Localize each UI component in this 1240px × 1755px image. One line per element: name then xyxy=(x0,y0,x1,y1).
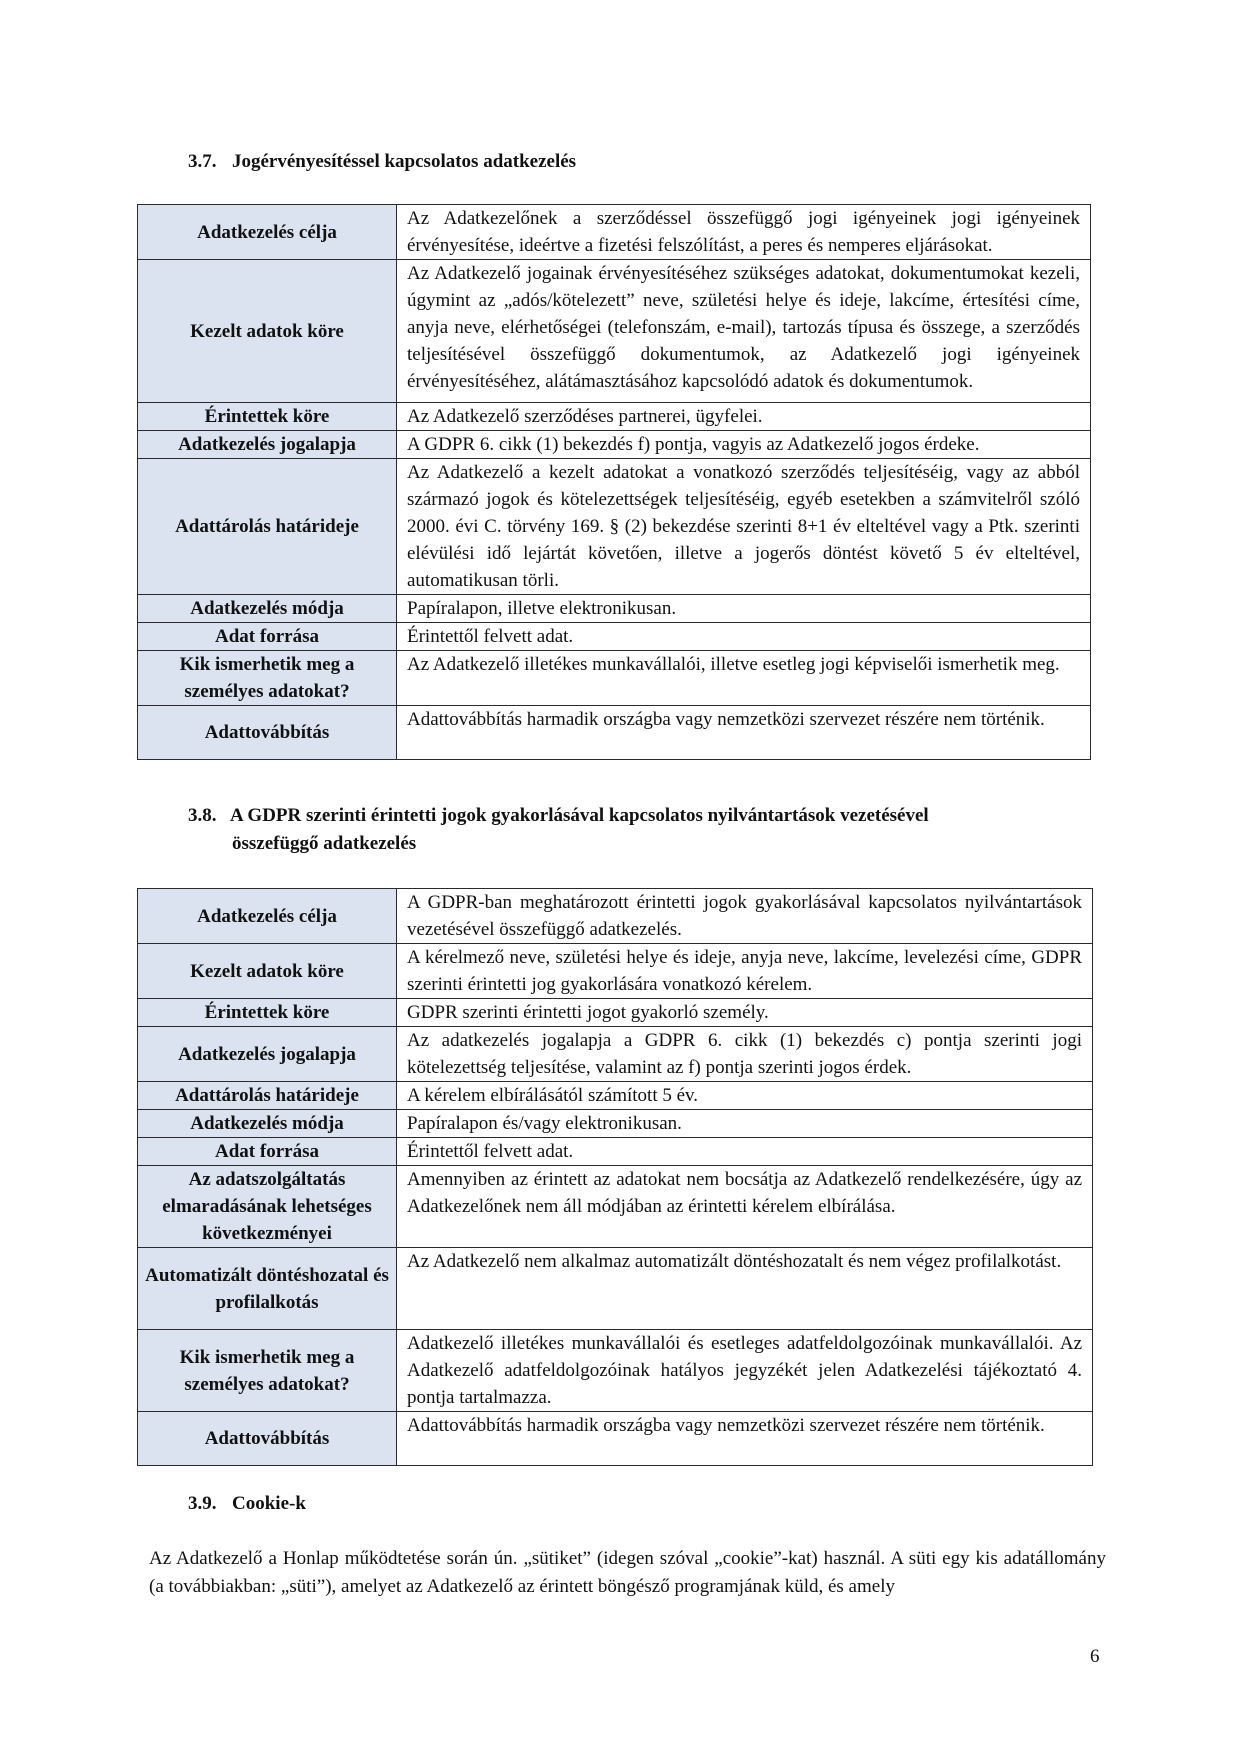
row-label: Adatkezelés célja xyxy=(138,205,397,260)
row-value: A kérelmező neve, születési helye és ideje, anyja neve, lakcíme, levelezési címe, GDPR szerinti érintetti jog gyakorlására vonatkozó kérelem. xyxy=(397,944,1093,999)
table-row xyxy=(138,1248,1093,1330)
row-label: Adattárolás határideje xyxy=(138,1082,397,1110)
section-title: Jogérvényesítéssel kapcsolatos adatkezelés xyxy=(232,151,577,172)
row-value: Az adatkezelés jogalapja a GDPR 6. cikk (1) bekezdés c) pontja szerinti jogi kötelezettség teljesítése, valamint az f) pontja szerinti jogos érdek. xyxy=(397,1027,1093,1082)
section-title: Cookie-k xyxy=(232,1493,306,1514)
row-label: Adatkezelés célja xyxy=(138,889,397,944)
table-row xyxy=(138,651,1091,706)
row-value: Érintettől felvett adat. xyxy=(397,623,1091,651)
row-value: Az Adatkezelő szerződéses partnerei, ügyfelei. xyxy=(397,403,1091,431)
row-label: Adattovábbítás xyxy=(138,706,397,760)
cookie-paragraph: Az Adatkezelő a Honlap működtetése során ún. „sütiket” (idegen szóval „cookie”-kat) használ. A süti egy kis adatállomány (a továbbiakban: „süti”), amelyet az Adatkezelő az érintett böngésző programjának küld, és amely xyxy=(149,1548,1106,1597)
row-label: Adatkezelés jogalapja xyxy=(138,1027,397,1082)
row-value: Papíralapon és/vagy elektronikusan. xyxy=(397,1110,1093,1138)
table-row xyxy=(138,1330,1093,1412)
row-label: Adattovábbítás xyxy=(138,1412,397,1466)
row-value: Adatkezelő illetékes munkavállalói és esetleges adatfeldolgozóinak munkavállalói. Az Adatkezelő adatfeldolgozóinak hatályos jegyzékét jelen Adatkezelési tájékoztató 4. pontja tartalmazza. xyxy=(397,1330,1093,1412)
row-value: Adattovábbítás harmadik országba vagy nemzetközi szervezet részére nem történik. xyxy=(397,706,1091,760)
row-label: Az adatszolgáltatás elmaradásának lehetséges következményei xyxy=(138,1166,397,1248)
table-row xyxy=(138,944,1093,999)
table-row xyxy=(138,1110,1093,1138)
row-value: Amennyiben az érintett az adatokat nem bocsátja az Adatkezelő rendelkezésére, úgy az Adatkezelőnek nem áll módjában az érintetti kérelem elbírálása. xyxy=(397,1166,1093,1248)
table-row xyxy=(138,889,1093,944)
page-number: 6 xyxy=(1090,1646,1100,1667)
row-label: Kik ismerhetik meg a személyes adatokat? xyxy=(138,651,397,706)
table-row xyxy=(138,260,1091,403)
row-label: Kik ismerhetik meg a személyes adatokat? xyxy=(138,1330,397,1412)
table-row xyxy=(138,999,1093,1027)
row-label: Kezelt adatok köre xyxy=(138,260,397,403)
row-label: Adatkezelés módja xyxy=(138,595,397,623)
section-title-line-1: A GDPR szerinti érintetti jogok gyakorlásával kapcsolatos nyilvántartások vezetésével xyxy=(230,805,929,826)
row-value: Adattovábbítás harmadik országba vagy nemzetközi szervezet részére nem történik. xyxy=(397,1412,1093,1466)
row-value: GDPR szerinti érintetti jogot gyakorló személy. xyxy=(397,999,1093,1027)
row-label: Adat forrása xyxy=(138,623,397,651)
row-label: Adattárolás határideje xyxy=(138,459,397,595)
table-row xyxy=(138,431,1091,459)
row-value: Papíralapon, illetve elektronikusan. xyxy=(397,595,1091,623)
section-3-8-heading xyxy=(188,802,1106,858)
table-row xyxy=(138,623,1091,651)
table-row xyxy=(138,1082,1093,1110)
row-label: Adat forrása xyxy=(138,1138,397,1166)
table-row xyxy=(138,403,1091,431)
table-row xyxy=(138,205,1091,260)
section-3-9-heading xyxy=(188,1490,306,1518)
section-number: 3.7. xyxy=(188,151,217,172)
row-label: Adatkezelés jogalapja xyxy=(138,431,397,459)
section-3-7-heading xyxy=(188,148,576,176)
row-value: A GDPR-ban meghatározott érintetti jogok gyakorlásával kapcsolatos nyilvántartások vezetésével összefüggő adatkezelés. xyxy=(397,889,1093,944)
row-value: Az Adatkezelőnek a szerződéssel összefüggő jogi igényeinek jogi igényeinek érvényesítése, ideértve a fizetési felszólítást, a peres és nemperes eljárásokat. xyxy=(397,205,1091,260)
table-3-8 xyxy=(137,888,1093,1466)
row-value: A kérelem elbírálásától számított 5 év. xyxy=(397,1082,1093,1110)
row-label: Érintettek köre xyxy=(138,999,397,1027)
section-number: 3.9. xyxy=(188,1493,217,1514)
table-row xyxy=(138,1166,1093,1248)
row-value: Érintettől felvett adat. xyxy=(397,1138,1093,1166)
row-label: Kezelt adatok köre xyxy=(138,944,397,999)
table-row xyxy=(138,595,1091,623)
table-row xyxy=(138,1412,1093,1466)
table-row xyxy=(138,1138,1093,1166)
row-value: A GDPR 6. cikk (1) bekezdés f) pontja, vagyis az Adatkezelő jogos érdeke. xyxy=(397,431,1091,459)
table-row xyxy=(138,459,1091,595)
section-number: 3.8. xyxy=(188,805,217,826)
row-value: Az Adatkezelő illetékes munkavállalói, illetve esetleg jogi képviselői ismerhetik meg. xyxy=(397,651,1091,706)
table-row xyxy=(138,706,1091,760)
row-value: Az Adatkezelő jogainak érvényesítéséhez szükséges adatokat, dokumentumokat kezeli, úgymint az „adós/kötelezett” neve, születési helye és ideje, lakcíme, értesítési címe, anyja neve, elérhetőségei (telefonszám, e-mail), tartozás típusa és összege, a szerződés teljesítésével összefüggő dokumentumok, az Adatkezelő jogi igényeinek érvényesítéséhez, alátámasztásához kapcsolódó adatok és dokumentumok. xyxy=(397,260,1091,403)
table-row xyxy=(138,1027,1093,1082)
row-label: Adatkezelés módja xyxy=(138,1110,397,1138)
row-value: Az Adatkezelő a kezelt adatokat a vonatkozó szerződés teljesítéséig, vagy az abból származó jogok és kötelezettségek teljesítéséig, egyéb esetekben a számvitelről szóló 2000. évi C. törvény 169. § (2) bekezdése szerinti 8+1 év elteltével vagy a Ptk. szerinti elévülési idő lejártát követően, illetve a jogerős döntést követő 5 év elteltével, automatikusan törli. xyxy=(397,459,1091,595)
table-3-7 xyxy=(137,204,1091,760)
section-title-line-2: összefüggő adatkezelés xyxy=(232,833,417,854)
row-label: Érintettek köre xyxy=(138,403,397,431)
row-label: Automatizált döntéshozatal és profilalkotás xyxy=(138,1248,397,1330)
row-value: Az Adatkezelő nem alkalmaz automatizált döntéshozatalt és nem végez profilalkotást. xyxy=(397,1248,1093,1330)
